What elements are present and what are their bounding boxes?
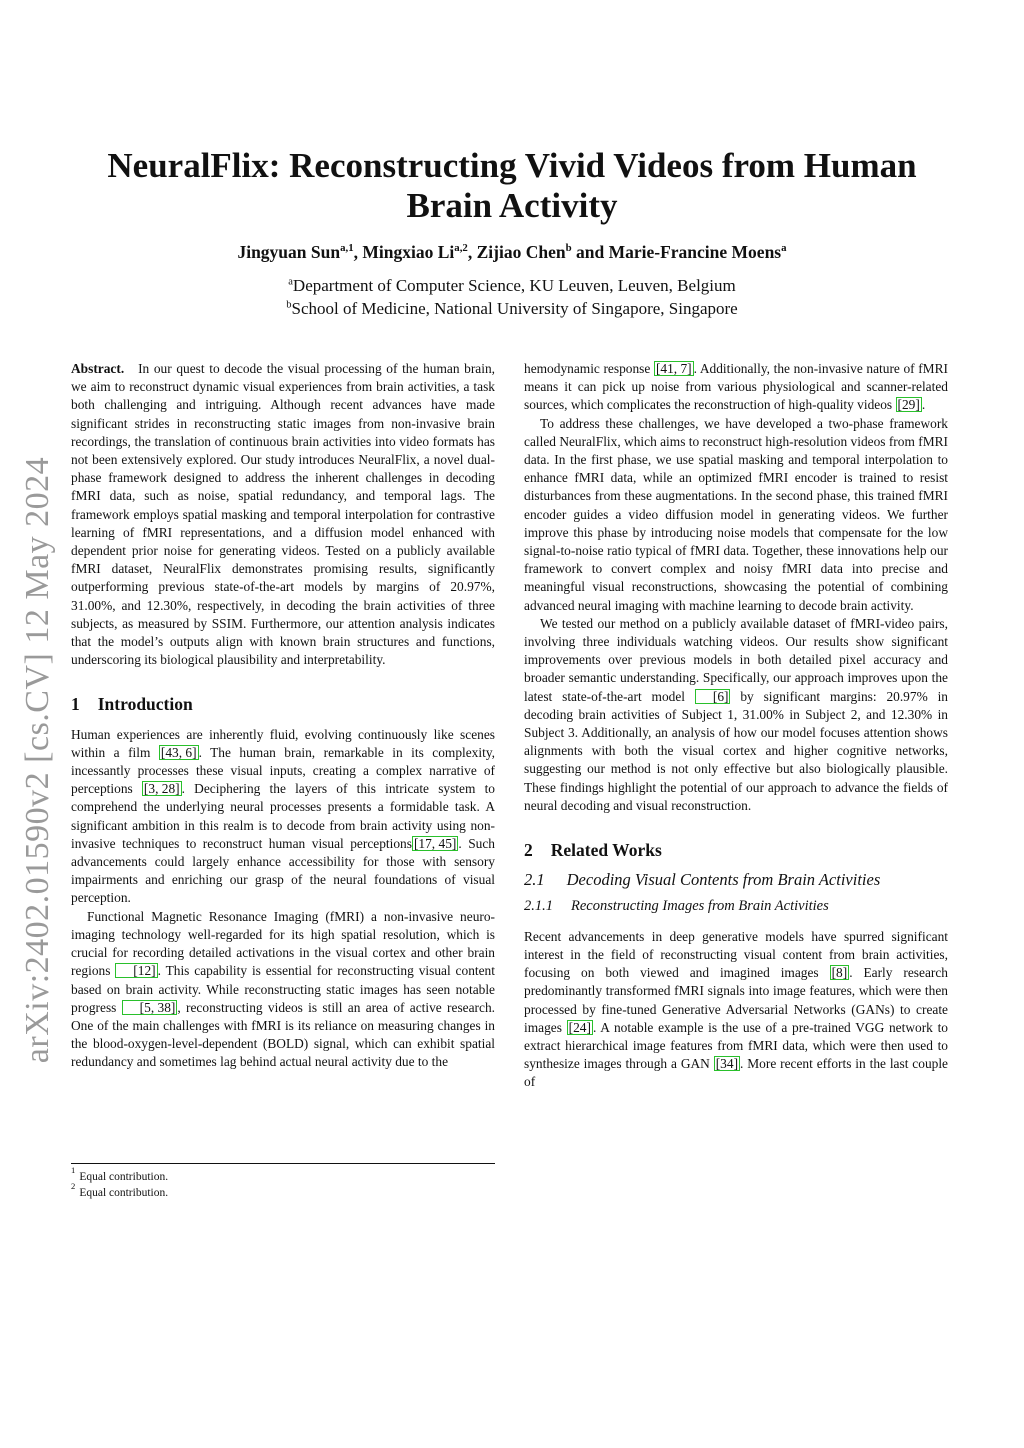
citation-link[interactable]: [17, 45] (413, 835, 457, 851)
affiliation (80, 274, 944, 297)
section-title: Introduction (97, 694, 193, 715)
affiliation-mark: a (288, 276, 293, 288)
text-run: by significant margins: 20.97% in decoding brain activities of Subject 1, 31.00% in Subject 2, and 12.30% in Subject 3. Additionally, an analysis of how our model focuses attention shows alignments with both the visual cortex and higher cognitive networks, suggesting our method is not only effective but also biologically plausible. These findings highlight the potential of our approach to advance the fields of neural decoding and visual reconstruction. (524, 688, 948, 813)
affiliation-mark: b (286, 299, 292, 311)
citation-link[interactable]: [24] (568, 1019, 591, 1035)
footnote-mark: 1 (71, 1165, 76, 1175)
author-mark: a,2 (454, 242, 468, 255)
text-run: . Early research predominantly transformed fMRI signals into image features, which were then processed by fine-tuned Generative Adversarial Networks (GANs) to create images (524, 965, 949, 1035)
abstract-label: Abstract. (71, 361, 125, 376)
text-run: . Such advancements could largely enhance accessibility for those with sensory impairments and enriching our grasp of the neural foundations of visual perception. (71, 835, 495, 906)
text-run: hemodynamic response (524, 361, 654, 376)
section-title: Related Works (550, 840, 662, 861)
author-list (80, 240, 944, 264)
section-heading-related-works (524, 841, 948, 859)
citation-link[interactable]: [41, 7] (655, 361, 692, 376)
footnote-text: Equal contribution. (79, 1171, 169, 1183)
text-run: We tested our method on a publicly available dataset of fMRI-video pairs, involving three individuals watching videos. Our results show significant improvements over previous models in both detailed pixel accuracy and broader semantic understanding. Specifically, our approach improves upon the latest state-of-the-art model (524, 615, 948, 704)
subsection-number: 2.1 (524, 870, 545, 890)
subsubsection-number: 2.1.1 (524, 898, 553, 915)
text-run: Human experiences are inherently fluid, evolving continuously like scenes within a film (71, 726, 495, 760)
subsubsection-title: Reconstructing Images from Brain Activities (571, 898, 829, 915)
affiliation (80, 297, 944, 320)
intro-paragraph-5 (524, 615, 948, 815)
author-mark: a (781, 242, 787, 255)
text-run: . Deciphering the layers of this intricate system to comprehend the underlying neural processes presents a formidable task. A significant ambition in this realm is to decode from brain activity using non-invasive techniques to reconstruct human visual perceptions (71, 781, 495, 851)
citation-link[interactable]: [29] (897, 397, 920, 413)
text-run: . This capability is essential for reconstructing visual content based on brain activity. While reconstructing static images has seen notable progress (71, 963, 495, 1015)
text-run: . (921, 397, 926, 413)
subsection-heading (524, 871, 948, 889)
text-run: To address these challenges, we have developed a two-phase framework called NeuralFlix, which aims to reconstruct high-resolution videos from fMRI data. In the first phase, we use spatial masking and temporal interpolation to enhance fMRI data, while an optimized fMRI encoder is trained to resist disturbances from these augmentations. In the second phase, this trained fMRI encoder guides a video diffusion model in generating videos. We further improve this phase by introducing noise models that compensate for the low signal-to-noise ratio typical of fMRI data. Together, these innovations help our framework to convert complex and noisy fMRI data into precise and meaningful visual reconstructions, showcasing the potential of combining advanced neural imaging with machine learning to decode brain activity. (524, 415, 948, 613)
author-mark: a,1 (340, 242, 354, 255)
citation-link[interactable]: [12] (115, 963, 157, 978)
footnote (71, 1165, 495, 1186)
text-run: . The human brain, remarkable in its complexity, incessantly processes these visual inputs, creating a complex narrative of perceptions (71, 744, 495, 797)
author-separator: , (467, 242, 477, 262)
section-heading-introduction (71, 695, 495, 713)
citation-link[interactable]: [6] (695, 689, 731, 704)
intro-paragraph-2 (71, 908, 495, 1072)
affiliations (80, 274, 944, 320)
related-paragraph-1 (524, 928, 948, 1092)
subsection-title: Decoding Visual Contents from Brain Activities (566, 870, 881, 890)
citation-link[interactable]: [8] (831, 965, 848, 981)
intro-paragraph-4 (524, 415, 948, 615)
affiliation-text: School of Medicine, National University of Singapore, Singapore (291, 299, 738, 318)
author-name: Jingyuan Sun (237, 242, 341, 262)
author-separator: and (571, 242, 609, 262)
left-column (71, 360, 495, 1072)
intro-paragraph-3 (524, 360, 948, 415)
arxiv-stamp-text: arXiv:2402.01590v2 [cs.CV] 12 May 2024 (19, 456, 57, 1064)
footnotes (71, 1163, 495, 1201)
section-number: 2 (524, 840, 533, 861)
footnote-text: Equal contribution. (79, 1186, 169, 1199)
subsubsection-heading (524, 897, 948, 915)
footnote-mark: 2 (71, 1180, 76, 1191)
arxiv-side-stamp (8, 440, 68, 1080)
author-name: Marie-Francine Moens (608, 242, 782, 262)
paper-title: NeuralFlix: Reconstructing Vivid Videos from Human Brain Activity (107, 146, 917, 225)
author-name: Mingxiao Li (362, 242, 455, 262)
author-mark: b (565, 242, 572, 255)
author-separator: , (353, 242, 363, 262)
footnote (71, 1180, 495, 1202)
affiliation-text: Department of Computer Science, KU Leuven, Leuven, Belgium (292, 276, 736, 295)
text-run: . More recent efforts in the last couple of (524, 1056, 949, 1090)
citation-link[interactable]: [5, 38] (122, 1000, 178, 1015)
text-run: , reconstructing videos is still an area of active research. One of the main challenges with fMRI is its reliance on measuring changes in the blood-oxygen-level-dependent (BOLD) signal, which can exhibit spatial redundancy and sometimes lag behind actual neural activity due to the (71, 999, 495, 1070)
citation-link[interactable]: [3, 28] (143, 781, 180, 797)
author-name: Zijiao Chen (476, 242, 566, 262)
right-column (524, 360, 948, 1092)
abstract-text: In our quest to decode the visual processing of the human brain, we aim to reconstruct dynamic visual experiences from brain activities, a task both challenging and intriguing. Although recent advances have made significant strides in reconstructing static images from non-invasive brain recordings, the translation of continuous brain activities into video formats has not been extensively explored. Our study introduces NeuralFlix, a novel dual-phase framework designed to address the inherent challenges in decoding fMRI data, such as noise, spatial redundancy, and temporal lags. The framework employs spatial masking and temporal interpolation for contrastive learning of fMRI representations, and a diffusion model enhanced with dependent prior noise for generating videos. Tested on a publicly available fMRI dataset, NeuralFlix demonstrates promising results, significantly outperforming previous state-of-the-art models by margins of 20.97%, 31.00%, and 12.30%, respectively, in decoding the brain activities of three subjects, as measured by SSIM. Furthermore, our attention analysis indicates that the model’s outputs align with known brain structures and functions, underscoring its biological plausibility and interpretability. (71, 361, 495, 668)
text-run: Functional Magnetic Resonance Imaging (fMRI) a non-invasive neuro-imaging technology well-regarded for its high spatial resolution, which is crucial for recording detailed activations in the visual cortex and other brain regions (71, 908, 495, 979)
intro-paragraph-1 (71, 726, 495, 908)
abstract (71, 360, 495, 669)
citation-link[interactable]: [34] (715, 1056, 739, 1072)
text-run: . A notable example is the use of a pre-trained VGG network to extract hierarchical image features from fMRI data, which were then used to synthesize images through a GAN (524, 1019, 948, 1072)
section-number: 1 (71, 694, 80, 715)
text-run: Recent advancements in deep generative models have spurred significant interest in the field of reconstructing visual content from brain activities, focusing on both viewed and imagined images (524, 928, 948, 981)
text-run: . Additionally, the non-invasive nature of fMRI means it can pick up noise from various physiological and scanner-related sources, which complicates the reconstruction of high-quality videos (524, 361, 948, 413)
citation-link[interactable]: [43, 6] (160, 744, 197, 760)
